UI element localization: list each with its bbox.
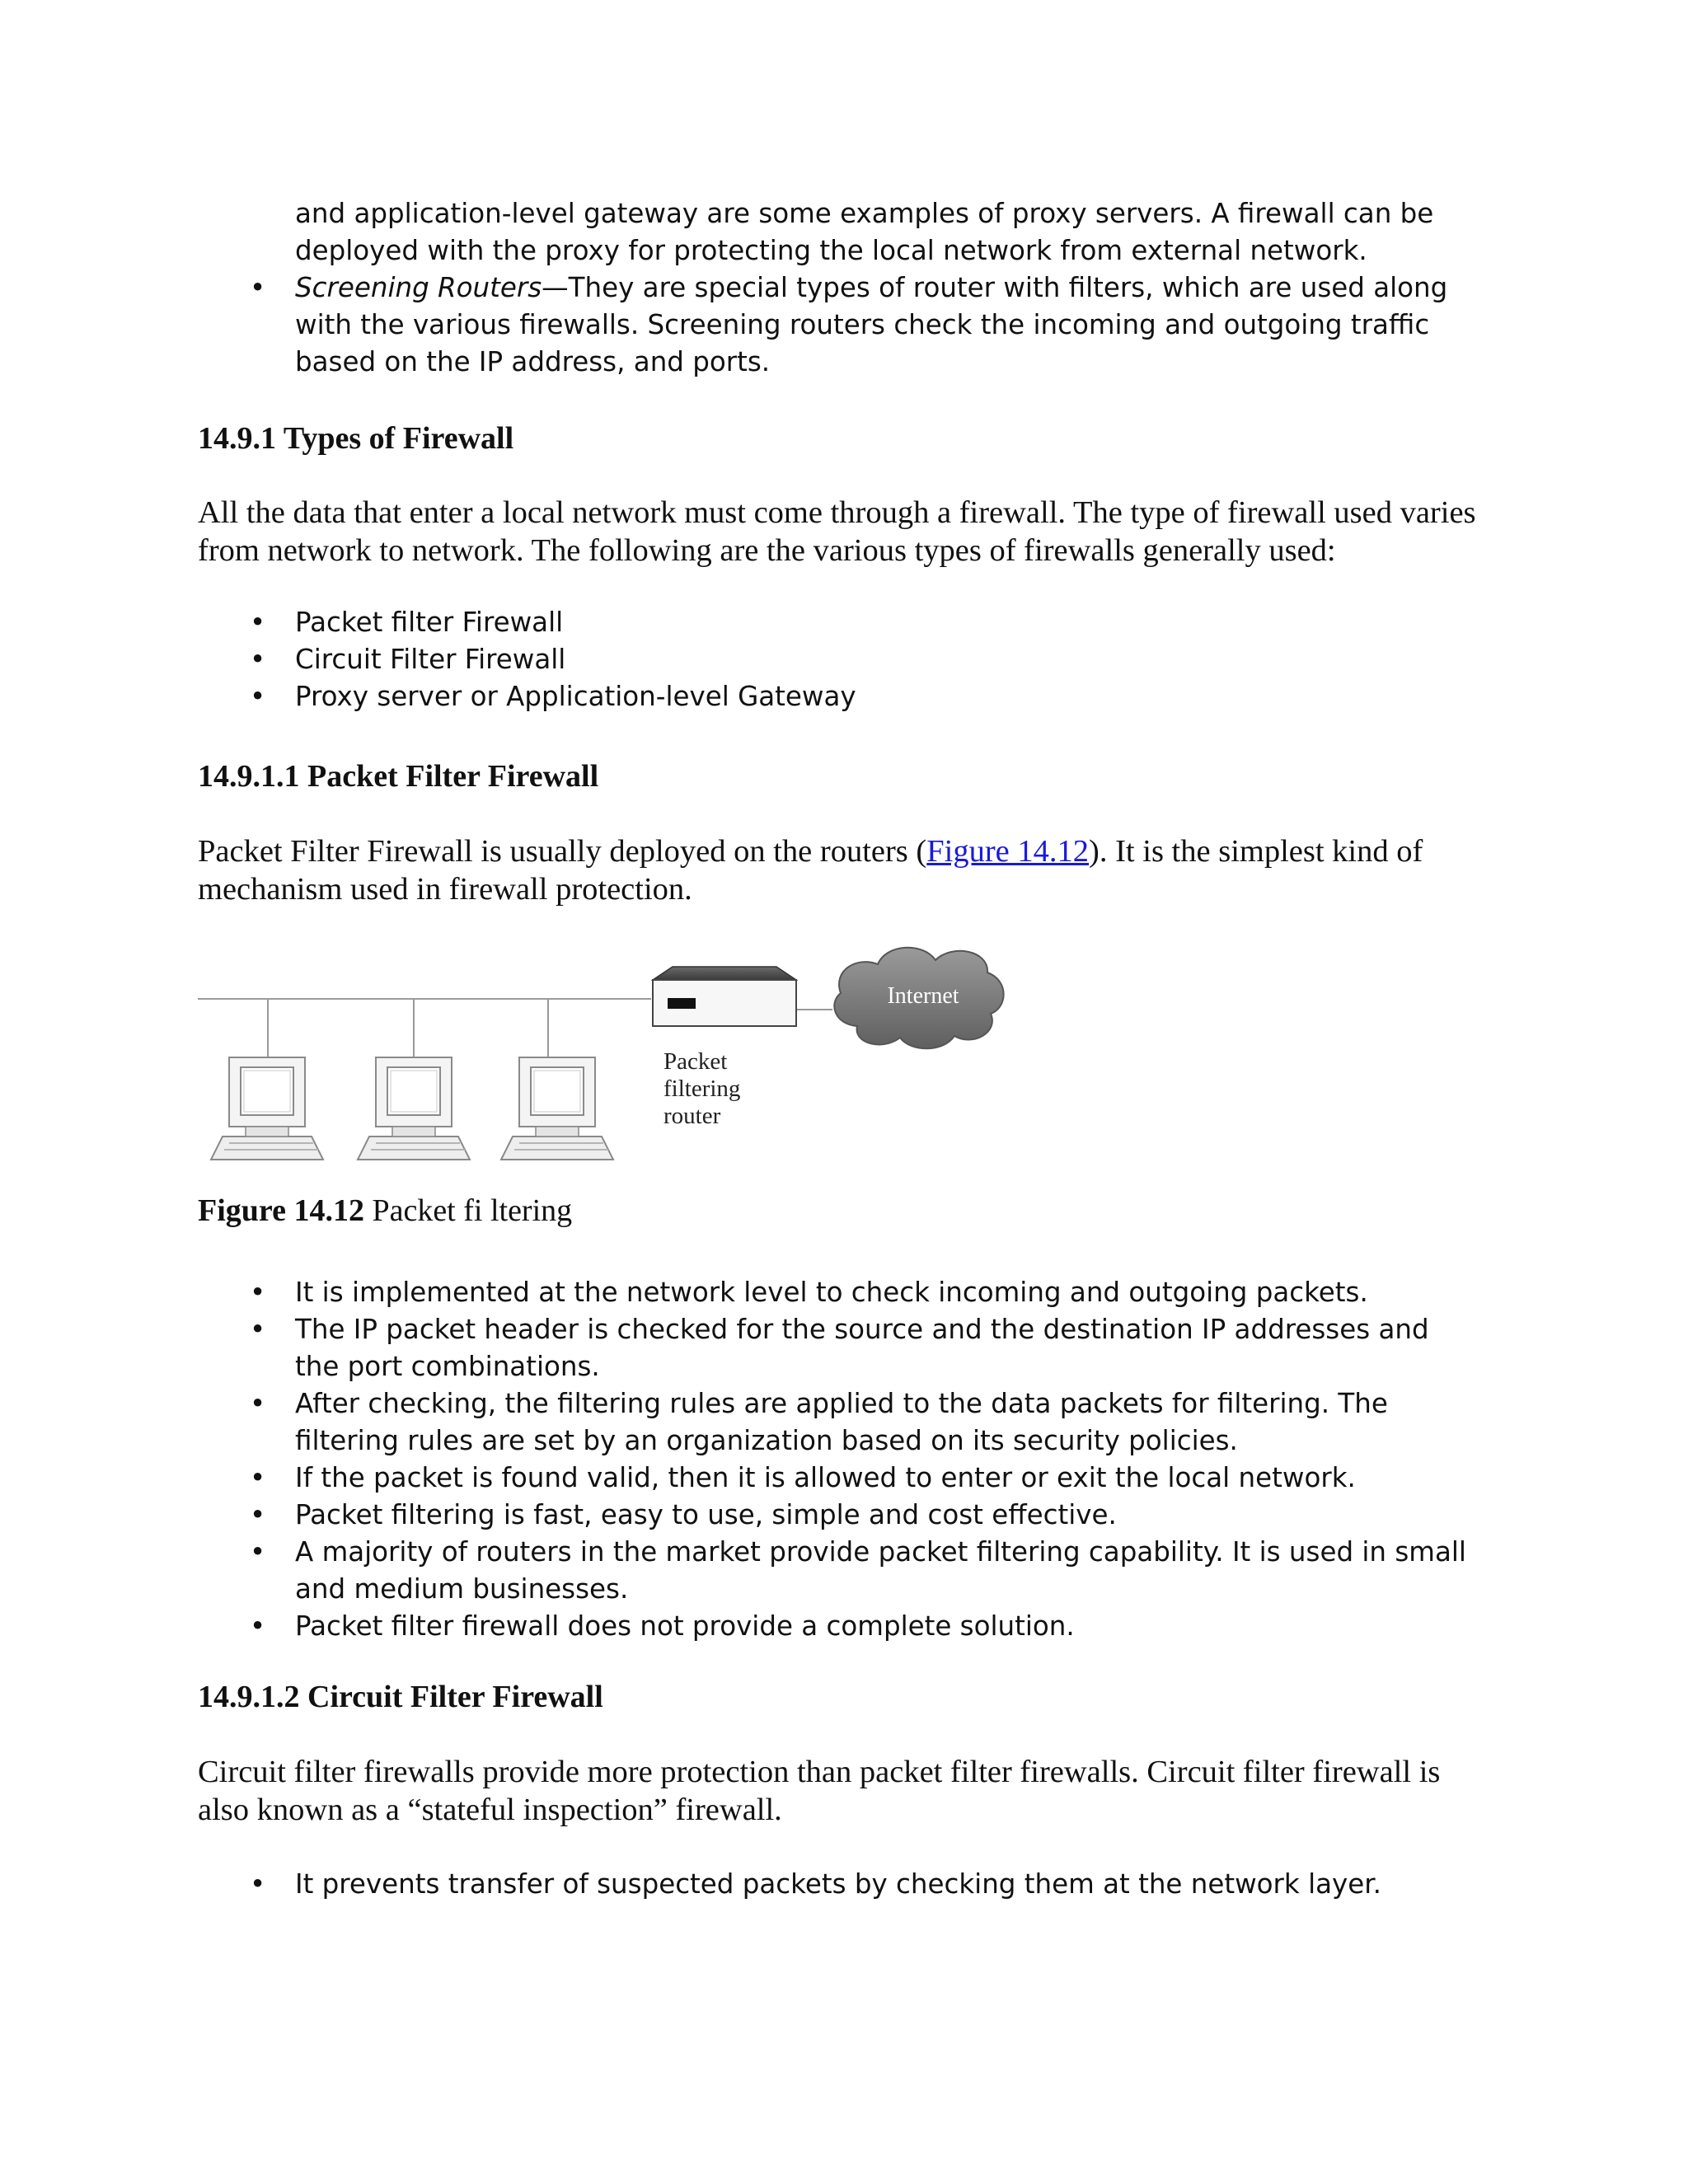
bullet-icon: • <box>250 644 266 675</box>
bullet-icon: • <box>250 1610 266 1642</box>
circuit-filter-paragraph: Circuit filter firewalls provide more protection than packet filter firewalls. Circuit filter firewall is also known as a “stateful inspection” firewall. <box>198 1755 1441 1827</box>
computer-icon <box>211 1057 323 1160</box>
screening-routers-term: Screening Routers <box>295 272 542 303</box>
internet-label: Internet <box>887 983 959 1009</box>
packet-filter-bullet-list <box>250 1274 1470 1645</box>
packet-filtering-diagram <box>198 935 1006 1166</box>
computer-icon <box>501 1057 613 1160</box>
bullet-icon: • <box>250 272 266 303</box>
list-item <box>250 269 1470 381</box>
router-label: Packet filtering router <box>663 1048 741 1129</box>
types-bullet-list <box>250 604 1470 715</box>
intro-bullet-list <box>250 269 1470 381</box>
list-item: • Proxy server or Application-level Gateway <box>250 678 1470 715</box>
list-item: • After checking, the filtering rules are applied to the data packets for filtering. The filtering rules are set by an organization based on its security policies. <box>250 1385 1470 1460</box>
list-item: • It is implemented at the network level to check incoming and outgoing packets. <box>250 1274 1470 1311</box>
bullet-icon: • <box>250 1277 266 1308</box>
bullet-icon: • <box>250 1462 266 1493</box>
bullet-icon: • <box>250 1868 266 1900</box>
figure-caption: Figure 14.12 Packet fi ltering <box>198 1193 573 1228</box>
bullet-icon: • <box>250 1536 266 1568</box>
types-paragraph: All the data that enter a local network must come through a firewall. The type of firewall used varies from network to network. The following are the various types of firewalls generally used: <box>198 495 1476 568</box>
bullet-icon: • <box>250 1388 266 1419</box>
types-heading: 14.9.1 Types of Firewall <box>198 421 514 456</box>
packet-filter-heading: 14.9.1.1 Packet Filter Firewall <box>198 759 599 794</box>
list-item: • Packet filtering is fast, easy to use, simple and cost effective. <box>250 1497 1470 1534</box>
list-item: • Circuit Filter Firewall <box>250 641 1470 678</box>
bullet-icon: • <box>250 1499 266 1530</box>
circuit-filter-bullet-list <box>250 1866 1470 1903</box>
computer-icon <box>358 1057 470 1160</box>
circuit-filter-heading: 14.9.1.2 Circuit Filter Firewall <box>198 1680 603 1714</box>
list-item: • Packet filter firewall does not provide a complete solution. <box>250 1608 1470 1645</box>
list-item: • If the packet is found valid, then it is allowed to enter or exit the local network. <box>250 1460 1470 1497</box>
bullet-icon: • <box>250 1314 266 1345</box>
figure-link[interactable]: Figure 14.12 <box>926 834 1090 869</box>
list-item: • Packet filter Firewall <box>250 604 1470 641</box>
list-item: • A majority of routers in the market provide packet filtering capability. It is used in small and medium businesses. <box>250 1534 1470 1608</box>
list-item: • It prevents transfer of suspected packets by checking them at the network layer. <box>250 1866 1470 1903</box>
proxy-continuation-text: and application-level gateway are some examples of proxy servers. A firewall can be deployed with the proxy for protecting the local network from external network. <box>295 198 1434 266</box>
bullet-icon: • <box>250 607 266 638</box>
packet-filter-paragraph: Packet Filter Firewall is usually deployed on the routers (Figure 14.12). It is the simplest kind of mechanism used in firewall protection. <box>198 834 1423 907</box>
screening-routers-text: —They are special types of router with filters, which are used along with the various firewalls. Screening routers check the incoming and outgoing traffic based on the IP address, and ports. <box>295 272 1448 377</box>
router-icon <box>653 967 796 1026</box>
bullet-icon: • <box>250 681 266 712</box>
list-item: • The IP packet header is checked for the source and the destination IP addresses and the port combinations. <box>250 1311 1470 1385</box>
